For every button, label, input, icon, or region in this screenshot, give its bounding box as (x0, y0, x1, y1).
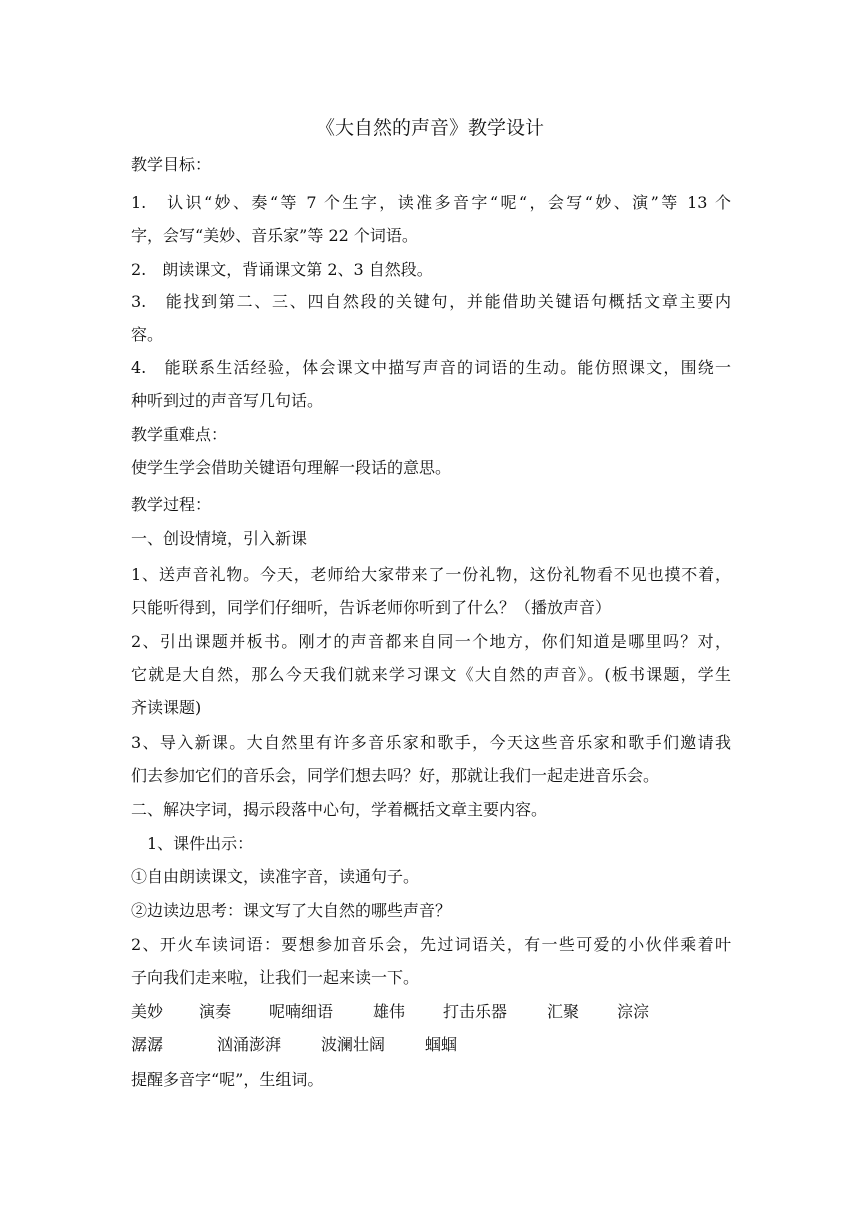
vocab-word: 呢喃细语 (269, 1002, 334, 1021)
goal-2: 2. 朗读课文，背诵课文第 2、3 自然段。 (131, 260, 433, 279)
vocab-word: 打击乐器 (443, 1002, 508, 1021)
step-4-line-2: 子向我们走来啦，让我们一起来读一下。 (131, 968, 420, 987)
key-points-heading: 教学重难点： (131, 425, 228, 444)
step-4-line-1: 2、开火车读词语：要想参加音乐会，先过词语关，有一些可爱的小伙伴乘着叶 (131, 935, 731, 954)
vocab-word: 波澜壮阔 (321, 1035, 386, 1054)
goals-heading: 教学目标： (131, 155, 212, 174)
part-2-heading: 二、解决字词，揭示段落中心句，学着概括文章主要内容。 (131, 800, 548, 819)
step-1-line-1: 1、送声音礼物。今天，老师给大家带来了一份礼物，这份礼物看不见也摸不着， (131, 565, 731, 584)
goal-1-line-1: 1. 认识“妙、奏“等 7 个生字，读准多音字“呢“，会写“妙、演”等 13 个 (131, 193, 731, 212)
vocab-word: 汇聚 (547, 1002, 580, 1021)
step-3-line-1: 3、导入新课。大自然里有许多音乐家和歌手，今天这些音乐家和歌手们邀请我 (131, 733, 731, 752)
vocab-word: 美妙 (131, 1002, 164, 1021)
step-1-line-2: 只能听得到，同学们仔细听，告诉老师你听到了什么？（播放声音） (131, 598, 612, 617)
goal-4-line-2: 种听到过的声音写几句话。 (131, 391, 324, 410)
vocab-word: 蝈蝈 (425, 1035, 458, 1054)
goal-1-line-2: 字，会写“美妙、音乐家”等 22 个词语。 (131, 226, 418, 245)
goal-4-line-1: 4. 能联系生活经验，体会课文中描写声音的词语的生动。能仿照课文，围绕一 (131, 358, 731, 377)
goal-3-line-1: 3. 能找到第二、三、四自然段的关键句，并能借助关键语句概括文章主要内 (131, 292, 731, 311)
step-2-line-2: 它就是大自然，那么今天我们就来学习课文《大自然的声音》。(板书课题，学生 (131, 665, 731, 684)
step-2-line-1: 2、引出课题并板书。刚才的声音都来自同一个地方，你们知道是哪里吗？对， (131, 632, 731, 651)
courseware-heading: 1、课件出示： (147, 834, 254, 853)
polyphone-reminder: 提醒多音字“呢”，生组词。 (131, 1070, 324, 1089)
courseware-item-2: ②边读边思考：课文写了大自然的哪些声音？ (131, 901, 452, 920)
process-heading: 教学过程： (131, 495, 212, 514)
vocab-word: 雄伟 (373, 1002, 406, 1021)
courseware-item-1: ①自由朗读课文，读准字音，读通句子。 (131, 867, 420, 886)
document-title: 《大自然的声音》教学设计 (315, 117, 544, 139)
vocab-word: 汹涌澎湃 (217, 1035, 282, 1054)
goal-3-line-2: 容。 (131, 325, 164, 344)
key-points-text: 使学生学会借助关键语句理解一段话的意思。 (131, 458, 452, 477)
vocab-word: 淙淙 (617, 1002, 650, 1021)
step-2-line-3: 齐读课题) (131, 698, 202, 717)
vocab-word: 演奏 (199, 1002, 232, 1021)
step-3-line-2: 们去参加它们的音乐会，同学们想去吗？好，那就让我们一起走进音乐会。 (131, 766, 660, 785)
part-1-heading: 一、创设情境，引入新课 (131, 529, 308, 548)
vocab-word: 潺潺 (131, 1035, 164, 1054)
